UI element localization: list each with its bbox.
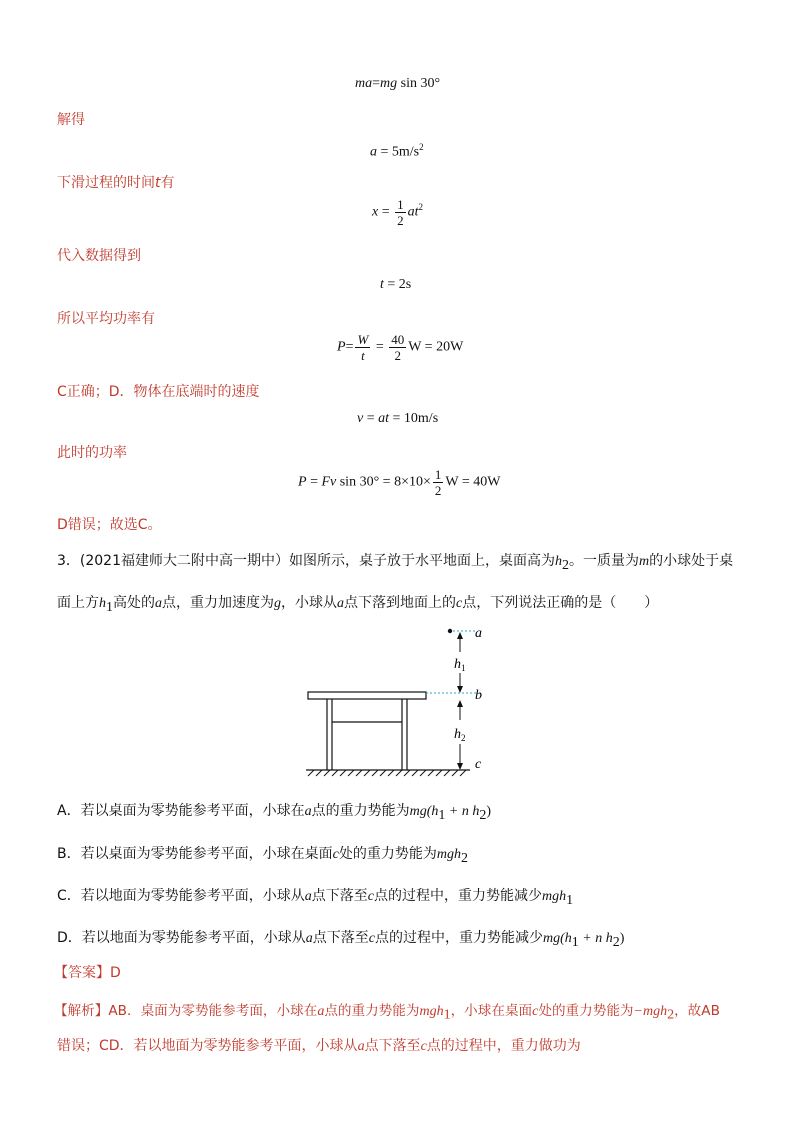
arrow-down-icon (457, 686, 463, 693)
arrow-down-icon-2 (457, 763, 463, 770)
label-b: b (475, 688, 482, 703)
tabletop (308, 692, 426, 699)
fraction-w-over-t: $\frac{W}{t}$ (357, 332, 369, 363)
table-ball-figure (300, 620, 500, 780)
text-dairu: 代入数据得到 (57, 248, 141, 264)
equation-acceleration: $a = 5m/s^2$ (370, 142, 424, 160)
text-cishi: 此时的功率 (57, 445, 127, 461)
text-pingjun: 所以平均功率有 (57, 311, 155, 327)
answer (54, 962, 121, 982)
text-jiede: 解得 (57, 112, 85, 128)
equation-time: t = 2s (380, 277, 412, 292)
option-a[interactable]: A．若以桌面为零势能参考平面，小球在a点的重力势能为$mg(h_1 + n$ $h_2$) (57, 803, 491, 823)
analysis-line-1: 【解析】AB．桌面为零势能参考面，小球在a点的重力势能为mgh$_1$，小球在桌面c处的重力势能为−mgh$_2$，故AB (54, 1003, 720, 1023)
text-xiahua: 下滑过程的时间t有 (57, 175, 175, 191)
equation-avg-power: P= $\frac{W}{t}$ = $\frac{40}{2}$ W = 20W (337, 332, 464, 363)
option-c[interactable]: C．若以地面为零势能参考平面，小球从a点下落至c点的过程中，重力势能减少mgh$_1$ (57, 888, 574, 908)
equation-velocity: v = at = 10m/s (357, 411, 439, 426)
fraction-half: $\frac{1}{2}$ (397, 197, 404, 228)
arrow-up-icon (457, 632, 463, 639)
analysis-line-2: 错误；CD．若以地面为零势能参考平面，小球从a点下落至c点的过程中，重力做功为 (57, 1038, 581, 1054)
question-line-2: 面上方$h_1$高处的a点，重力加速度为g，小球从a点下落到地面上的c点，下列说法正确的是（ ） (57, 595, 659, 615)
question-line-1: 3．(2021福建师大二附中高一期中）如图所示，桌子放于水平地面上，桌面高为$h_2$。一质量为m的小球处于桌 (57, 553, 734, 573)
ball-icon (448, 629, 452, 633)
label-h1: $h_1$ (454, 657, 466, 673)
option-b[interactable]: B．若以桌面为零势能参考平面，小球在桌面c处的重力势能为mgh$_2$ (57, 846, 468, 866)
label-a: a (475, 626, 482, 641)
fraction-half-2: $\frac{1}{2}$ (434, 467, 442, 498)
label-c: c (475, 757, 482, 772)
equation-instant-power: P = Fv sin 30° = 8×10× $\frac{1}{2}$ W = 40W (298, 467, 501, 498)
text-c-correct: C正确；D．物体在底端时的速度 (57, 384, 260, 400)
ground-hatching (308, 770, 466, 776)
fraction-40-over-2: $\frac{40}{2}$ (391, 332, 405, 363)
arrow-up-icon-2 (457, 700, 463, 707)
text-d-wrong: D错误；故选C。 (57, 517, 162, 533)
equation-displacement: x = $\frac{1}{2}$ $at^2$ (372, 197, 424, 228)
option-d[interactable]: D．若以地面为零势能参考平面，小球从a点下落至c点的过程中，重力势能减少$mg(h_1 + n$ $h_2$) (57, 930, 625, 950)
answer-value: D (110, 965, 121, 981)
label-h2: $h_2$ (454, 727, 466, 743)
answer-label: 【答案】 (54, 965, 110, 981)
equation-newton: ma=mg sin 30° (355, 76, 441, 91)
